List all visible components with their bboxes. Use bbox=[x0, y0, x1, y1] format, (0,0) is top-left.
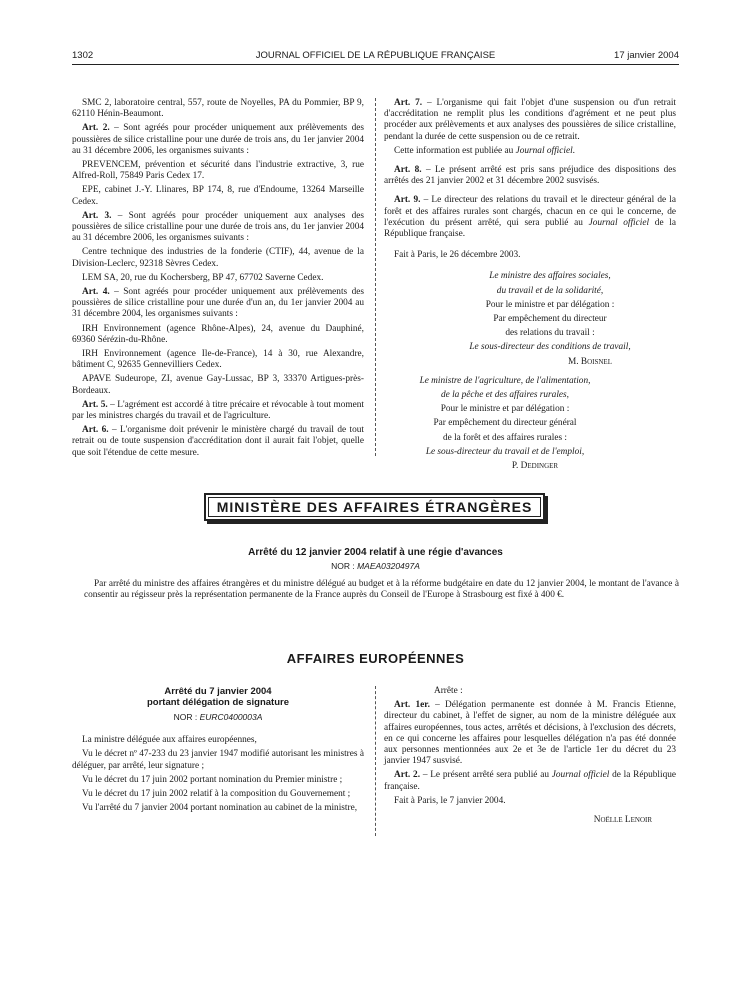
page-number: 1302 bbox=[72, 50, 94, 61]
ministry-title-box bbox=[204, 493, 545, 521]
section-title: AFFAIRES EUROPÉENNES bbox=[286, 651, 465, 666]
nor-reference: NOR : MAEA0320497A bbox=[331, 561, 420, 571]
article-9: Art. 9. – Le directeur des relations du travail et le directeur général de la forêt et des affaires rurales sont chargés, chacun en ce qui le concerne, de l'exécution du présent arrêté, qui sera publié au Journal officiel de la République française. bbox=[384, 195, 676, 240]
sig-line: de la pêche et des affaires rurales, bbox=[441, 390, 569, 401]
article-1: Art. 1er. – Délégation permanente est donnée à M. Francis Etienne, directeur du cabinet, à l'effet de signer, au nom de la ministre déléguée aux affaires européennes, tous actes, arrêtés et décisions, à l'exclusion des décrets, en ce qui concerne les affaires pour lesquelles délégation n'a pas été donnée aux personnes mentionnées aux 2e et 3e de l'article 1er du décret du 23 janvier 1947 susvisé. bbox=[384, 700, 676, 767]
sig-line: de la forêt et des affaires rurales : bbox=[443, 432, 567, 443]
ae-right-column bbox=[384, 686, 676, 829]
fait-a-paris: Fait à Paris, le 26 décembre 2003. bbox=[394, 250, 521, 261]
sig-line: Le sous-directeur des conditions de travail, bbox=[469, 342, 631, 353]
right-column bbox=[384, 98, 676, 475]
paragraph: Vu le décret du 17 juin 2002 relatif à la composition du Gouvernement ; bbox=[82, 789, 351, 800]
signature-block-2 bbox=[384, 376, 626, 472]
signatory-name: Noëlle Lenoir bbox=[593, 815, 652, 826]
arrete-title: Arrêté du 7 janvier 2004 bbox=[164, 686, 272, 697]
list-item: PREVENCEM, prévention et sécurité dans l'industrie extractive, 3, rue Alfred-Roll, 75849 Paris Cedex 17. bbox=[72, 160, 364, 182]
publication-note: Cette information est publiée au Journal officiel. bbox=[394, 145, 575, 156]
list-item: APAVE Sudeurope, ZI, avenue Gay-Lussac, BP 3, 33370 Artigues-près-Bordeaux. bbox=[72, 374, 364, 396]
signatory-name: P. Dedinger bbox=[511, 461, 559, 472]
list-item: LEM SA, 20, rue du Kochersberg, BP 47, 67702 Saverne Cedex. bbox=[82, 272, 324, 283]
ae-left-column bbox=[72, 686, 364, 817]
header-rule bbox=[72, 64, 679, 65]
sig-line: du travail et de la solidarité, bbox=[496, 285, 604, 296]
article-7: Art. 7. – L'organisme qui fait l'objet d'une suspension ou d'un retrait d'accréditation ne remplit plus les conditions d'agrément et ne peut plus procéder aux prélèvements et aux analyses des poussières de silice cristalline, pendant la durée de cette suspension ou de ce retrait. bbox=[384, 98, 676, 142]
list-item: IRH Environnement (agence Ile-de-France), 14 à 30, rue Alexandre, bâtiment C, 92635 Gennevilliers Cedex. bbox=[72, 349, 364, 371]
sig-line: Par empêchement du directeur général bbox=[433, 418, 577, 429]
sig-line: des relations du travail : bbox=[505, 328, 595, 339]
article-2: Art. 2. – Sont agréés pour procéder uniquement aux prélèvements des poussières de silice cristalline pour une durée de trois ans, du 1er janvier 2004 au 31 décembre 2006, les organismes suivants : bbox=[72, 123, 364, 156]
journal-title: JOURNAL OFFICIEL DE LA RÉPUBLIQUE FRANÇAISE bbox=[255, 50, 496, 61]
article-5: Art. 5. – L'agrément est accordé à titre précaire et révocable à tout moment par les ministres chargés du travail et de l'agriculture. bbox=[72, 399, 364, 422]
sig-line: Par empêchement du directeur bbox=[493, 314, 607, 325]
arrete-title: Arrêté du 12 janvier 2004 relatif à une régie d'avances bbox=[248, 547, 503, 558]
article-3: Art. 3. – Sont agréés pour procéder uniquement aux analyses des poussières de silice cristalline pour une durée de trois ans, du 1er janvier 2004 au 31 décembre 2006, les organismes suivants : bbox=[72, 210, 365, 244]
sig-line: Le ministre des affaires sociales, bbox=[489, 271, 611, 282]
article-6: Art. 6. – L'organisme doit prévenir le ministère chargé du travail de tout retrait ou de toute suspension d'accréditation dont il aurait fait l'objet, quelle que soit l'étendue de cette mesure. bbox=[72, 425, 364, 458]
issue-date: 17 janvier 2004 bbox=[614, 50, 679, 61]
paragraph: Vu l'arrêté du 7 janvier 2004 portant nomination au cabinet de la ministre, bbox=[82, 803, 358, 814]
arrete-word: Arrête : bbox=[434, 686, 463, 696]
ministry-title: MINISTÈRE DES AFFAIRES ÉTRANGÈRES bbox=[208, 497, 541, 517]
list-item: Centre technique des industries de la fonderie (CTIF), 44, avenue de la Division-Leclerc, 92318 Sèvres Cedex. bbox=[72, 247, 364, 269]
signatory-name: M. Boisnel bbox=[567, 356, 612, 367]
fait-a-paris: Fait à Paris, le 7 janvier 2004. bbox=[394, 795, 506, 806]
nor-reference: NOR : EURC0400003A bbox=[173, 712, 263, 722]
arrete-subtitle: portant délégation de signature bbox=[147, 697, 289, 708]
paragraph: SMC 2, laboratoire central, 557, route de Noyelles, PA du Pommier, BP 9, 62110 Hénin-Beaumont. bbox=[72, 98, 364, 120]
paragraph: La ministre déléguée aux affaires européennes, bbox=[82, 735, 257, 746]
article-2: Art. 2. – Le présent arrêté sera publié au Journal officiel de la République française. bbox=[384, 770, 677, 792]
signature-block-1 bbox=[424, 271, 676, 367]
sig-line: Pour le ministre et par délégation : bbox=[440, 404, 570, 415]
sig-line: Pour le ministre et par délégation : bbox=[485, 299, 615, 310]
mae-body bbox=[84, 579, 679, 604]
left-column bbox=[72, 98, 364, 462]
list-item: IRH Environnement (agence Rhône-Alpes), 24, avenue du Dauphiné, 69360 Sérézin-du-Rhône. bbox=[72, 323, 364, 345]
sig-line: Le sous-directeur du travail et de l'emploi, bbox=[425, 446, 585, 457]
sig-line: Le ministre de l'agriculture, de l'alimentation, bbox=[419, 375, 591, 386]
paragraph: Par arrêté du ministre des affaires étrangères et du ministre délégué au budget et à la réforme budgétaire en date du 12 janvier 2004, le montant de l'avance à consentir au régisseur près la représentation permanente de la France auprès du Conseil de l'Europe à Strasbourg est fixé à 400 €. bbox=[84, 579, 679, 601]
article-8: Art. 8. – Le présent arrêté est pris sans préjudice des dispositions des arrêtés des 21 janvier 2002 et 31 décembre 2002 susvisés. bbox=[384, 165, 676, 187]
article-4: Art. 4. – Sont agréés pour procéder uniquement aux prélèvements des poussières de silice cristalline pour une durée d'un an, du 1er janvier 2004 au 31 décembre 2004, les organismes suivants : bbox=[72, 287, 364, 320]
paragraph: Vu le décret nº 47-233 du 23 janvier 1947 modifié autorisant les ministres à déléguer, par arrêté, leur signature ; bbox=[72, 749, 364, 771]
column-divider bbox=[375, 686, 376, 836]
column-divider bbox=[375, 98, 376, 456]
paragraph: Vu le décret du 17 juin 2002 portant nomination du Premier ministre ; bbox=[82, 774, 343, 785]
list-item: EPE, cabinet J.-Y. Llinares, BP 174, 8, rue d'Endoume, 13264 Marseille Cedex. bbox=[72, 185, 364, 207]
